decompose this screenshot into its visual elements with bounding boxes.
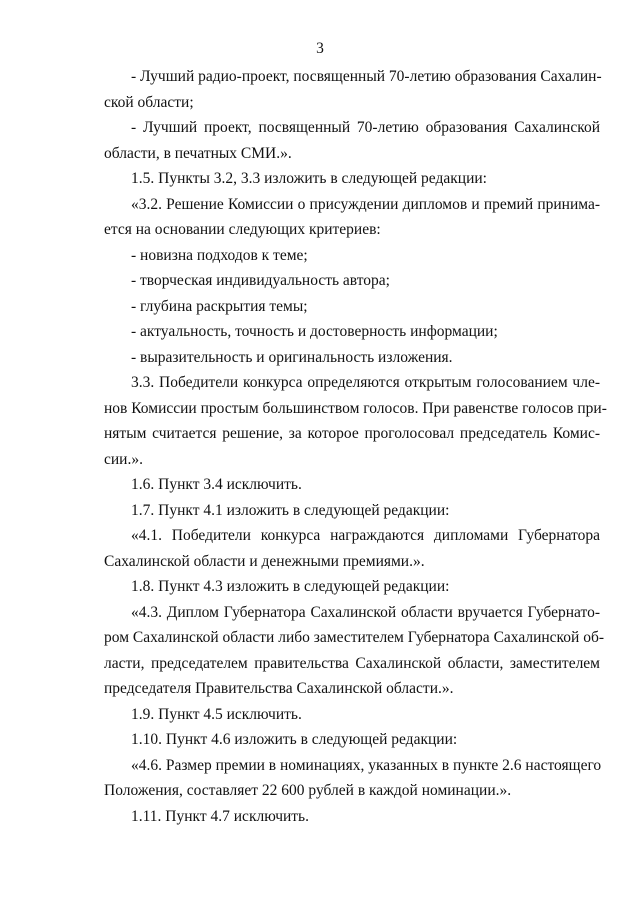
text-line: 1.10. Пункт 4.6 изложить в следующей редакции: [131,731,458,748]
document-body [104,64,607,829]
text-line: 1.11. Пункт 4.7 исключить. [131,807,310,825]
page-number: 3 [316,40,324,57]
text-line: «4.3. Диплом Губернатора Сахалинской области вручается Губернато- [131,603,600,621]
text-line: 1.5. Пункты 3.2, 3.3 изложить в следующей редакции: [131,170,487,187]
text-line: председателя Правительства Сахалинской области.». [104,680,454,697]
text-line: - творческая индивидуальность автора; [131,272,390,289]
text-line: области, в печатных СМИ.». [104,144,292,162]
text-line: сии.». [104,450,143,468]
text-line: ется на основании следующих критериев: [104,221,381,238]
text-line: 1.6. Пункт 3.4 исключить. [131,476,302,493]
text-line: Сахалинской области и денежными премиями.». [104,552,425,570]
text-line: ской области; [104,93,194,111]
text-line: - Лучший радио-проект, посвященный 70-летию образования Сахалин- [131,68,602,85]
text-line: - глубина раскрытия темы; [131,297,308,315]
text-line: 3.3. Победители конкурса определяются открытым голосованием чле- [131,374,600,391]
text-line: ласти, председателем правительства Сахалинской области, заместителем [104,654,600,672]
text-line: «3.2. Решение Комиссии о присуждении дипломов и премий принима- [131,195,600,213]
text-line: нятым считается решение, за которое проголосовал председатель Комис- [104,425,600,442]
text-line: ром Сахалинской области либо заместителем Губернатора Сахалинской об- [104,629,605,646]
text-line: «4.1. Победители конкурса награждаются дипломами Губернатора [131,527,600,544]
text-line: нов Комиссии простым большинством голосов. При равенстве голосов при- [104,399,607,417]
text-line: - выразительность и оригинальность изложения. [131,348,453,366]
text-line: - новизна подходов к теме; [131,246,308,264]
text-line: 1.9. Пункт 4.5 исключить. [131,705,302,723]
text-line: 1.7. Пункт 4.1 изложить в следующей редакции: [131,501,450,519]
text-line: - актуальность, точность и достоверность информации; [131,323,498,340]
text-line: 1.8. Пункт 4.3 изложить в следующей редакции: [131,578,450,595]
text-line: «4.6. Размер премии в номинациях, указанных в пункте 2.6 настоящего [131,756,602,774]
text-line: Положения, составляет 22 600 рублей в каждой номинации.». [104,782,512,799]
text-line: - Лучший проект, посвященный 70-летию образования Сахалинской [131,119,600,136]
